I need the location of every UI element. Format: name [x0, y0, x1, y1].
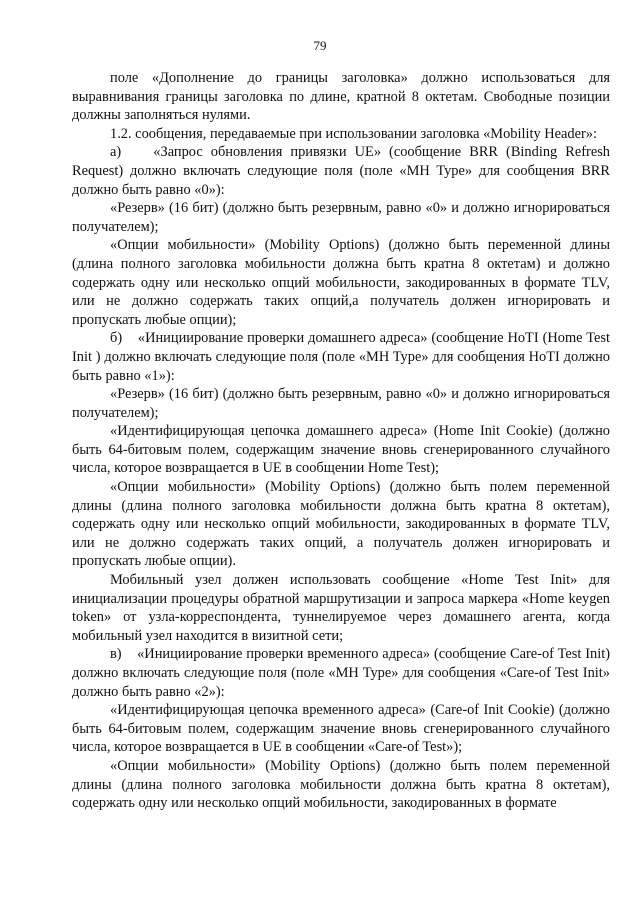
paragraph-section-1-2: 1.2. сообщения, передаваемые при использовании заголовка «Mobility Header»: — [110, 125, 597, 142]
document-body — [72, 69, 610, 813]
page-number: 79 — [313, 38, 327, 53]
paragraph-coti-cookie: «Идентифицирующая цепочка временного адреса» (Care-of Init Cookie) (должно быть 64-битовым полем, содержащим значение вновь сгенерированного случайного числа, которое возвращается в UE в сообщении «Care-of Test»); — [72, 702, 610, 756]
paragraph-hoti-reserved: «Резерв» (16 бит) (должно быть резервным, равно «0» и должно игнорироваться получателем); — [72, 386, 610, 421]
paragraph-item-a-brr: а) «Запрос обновления привязки UE» (сообщение BRR (Binding Refresh Request) должно включать следующие поля (поле «MH Type» для сообщения BRR должно быть равно «0»): — [72, 144, 610, 198]
paragraph-hoti-cookie: «Идентифицирующая цепочка домашнего адреса» (Home Init Cookie) (должно быть 64-битовым полем, содержащим значение вновь сгенерированного случайного числа, которое возвращается в UE в сообщении Home Test); — [72, 423, 610, 477]
paragraph-item-b-hoti: б) «Инициирование проверки домашнего адреса» (сообщение HoTI (Home Test Init ) должно включать следующие поля (поле «MH Type» для сообщения HoTI должно быть равно «1»): — [72, 330, 610, 384]
paragraph-item-v-coti: в) «Инициирование проверки временного адреса» (сообщение Care-of Test Init) должно включать следующие поля (поле «MH Type» для сообщения «Care-of Test Init» должно быть равно «2»): — [72, 646, 610, 700]
paragraph-home-test-init: Мобильный узел должен использовать сообщение «Home Test Init» для инициализации процедуры обратной маршрутизации и запроса маркера «Home keygen token» от узла-корреспондента, туннелируемое через домашнего агента, когда мобильный узел находится в визитной сети; — [72, 572, 610, 644]
paragraph-brr-mobility-options: «Опции мобильности» (Mobility Options) (должно быть переменной длины (длина полного заголовка мобильности должна быть кратна 8 октетам) и должно содержать одну или несколько опций мобильности, закодированных в формате TLV, или не должно содержать таких опций,а получатель должен игнорировать и пропускать любые опции); — [72, 237, 610, 328]
paragraph-brr-reserved: «Резерв» (16 бит) (должно быть резервным, равно «0» и должно игнорироваться получателем); — [72, 200, 610, 235]
paragraph-hoti-mobility-options: «Опции мобильности» (Mobility Options) (должно быть полем переменной длины (длина полного заголовка мобильности должна быть кратна 8 октетам), содержать одну или несколько опций мобильности, закодированных в формате TLV, или не должно содержать таких опций, а получатель должен игнорировать и пропускать любые опции). — [72, 479, 610, 570]
paragraph-header-padding: поле «Дополнение до границы заголовка» должно использоваться для выравнивания границы заголовка по длине, кратной 8 октетам. Свободные позиции должны заполняться нулями. — [72, 70, 610, 124]
paragraph-coti-mobility-options: «Опции мобильности» (Mobility Options) (должно быть полем переменной длины (длина полного заголовка мобильности должна быть кратна 8 октетам), содержать одну или несколько опций мобильности, закодированных в формате — [72, 757, 610, 812]
